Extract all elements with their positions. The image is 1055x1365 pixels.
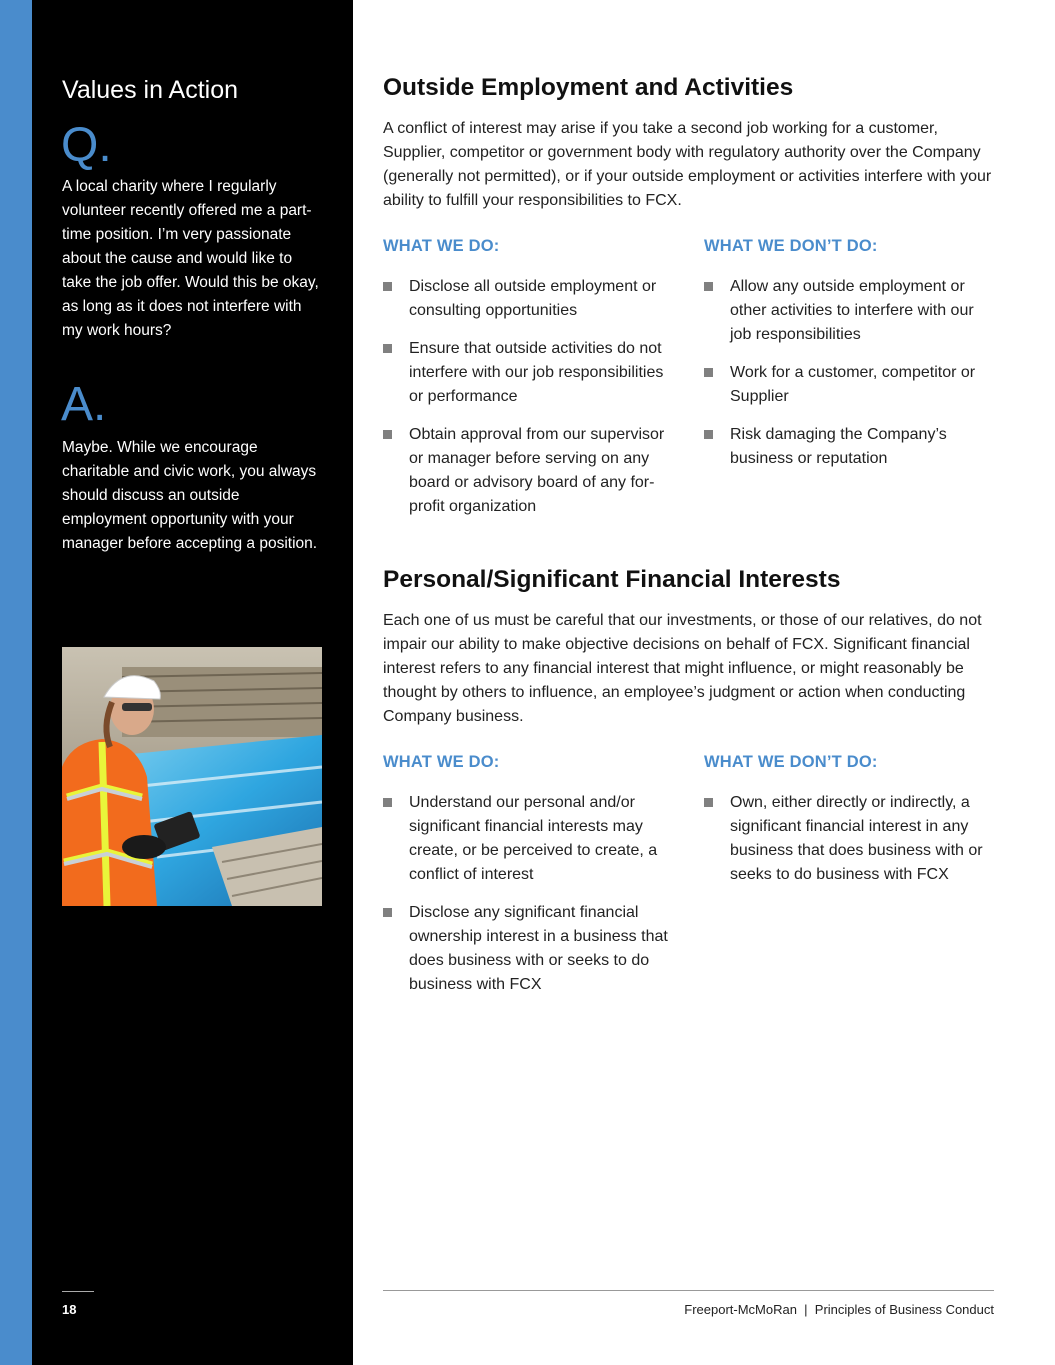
financial-interests-heading: Personal/Significant Financial Interests [383,566,841,593]
answer-text: Maybe. While we encourage charitable and civic work, you always should discuss an outside employment opportunity with your manager before accepting a position. [62,439,318,552]
what-we-dont-do-list [704,275,994,485]
bullet-square-icon [383,798,392,807]
what-we-dont-do-list [704,791,994,901]
bullet-square-icon [704,430,713,439]
outside-employment-intro: A conflict of interest may arise if you take a second job working for a customer, Supplier, competitor or government body with regulatory authority over the Company (generally not permitted), or if your outside employment or activities interfere with your ability to fulfill your responsibilities to FCX. [383,120,992,209]
bullet-square-icon [704,368,713,377]
what-we-do-heading: WHAT WE DO: [383,237,500,255]
bullet-square-icon [704,282,713,291]
what-we-do-list [383,791,673,1011]
sidebar-divider [62,1291,94,1292]
what-we-do-heading: WHAT WE DO: [383,753,500,771]
list-item: Understand our personal and/or significant financial interests may create, or be perceived to create, a conflict of interest [383,791,673,887]
list-item: Disclose any significant financial ownership interest in a business that does business with or seeks to do business with FCX [383,901,673,997]
bullet-square-icon [383,344,392,353]
question-text: A local charity where I regularly volunteer recently offered me a part-time position. I’m very passionate about the cause and would like to take the job offer. Would this be okay, as long as it does not interfere with my work hours? [62,178,319,339]
bullet-square-icon [383,430,392,439]
list-item: Disclose all outside employment or consulting opportunities [383,275,673,323]
bullet-square-icon [383,282,392,291]
list-item: Risk damaging the Company’s business or reputation [704,423,994,471]
what-we-do-list [383,275,673,533]
list-item: Obtain approval from our supervisor or manager before serving on any board or advisory board of any for-profit organization [383,423,673,519]
list-item: Ensure that outside activities do not interfere with our job responsibilities or performance [383,337,673,409]
sidebar-title: Values in Action [62,76,239,104]
page-number[interactable]: 18 [62,1302,77,1317]
what-we-dont-do-heading: WHAT WE DON’T DO: [704,237,878,255]
outside-employment-heading: Outside Employment and Activities [383,74,794,101]
values-in-action-sidebar [32,0,353,1365]
financial-interests-intro: Each one of us must be careful that our investments, or those of our relatives, do not impair our ability to make objective decisions on behalf of FCX. Significant financial interest refers to any financial interest that might influence, or might reasonably be thought by others to influence, an employee’s judgment or action when conducting Company business. [383,612,982,725]
blue-accent-strip [0,0,32,1365]
footer-title[interactable]: Freeport-McMoRan | Principles of Business Conduct [684,1302,994,1317]
list-item: Own, either directly or indirectly, a significant financial interest in any business that does business with or seeks to do business with FCX [704,791,994,887]
bullet-square-icon [704,798,713,807]
list-item: Work for a customer, competitor or Supplier [704,361,994,409]
list-item: Allow any outside employment or other activities to interfere with our job responsibilities [704,275,994,347]
worker-photo [62,647,322,906]
bullet-square-icon [383,908,392,917]
footer-divider [383,1290,994,1291]
answer-letter: A. [61,378,107,431]
what-we-dont-do-heading: WHAT WE DON’T DO: [704,753,878,771]
question-letter: Q. [61,119,112,172]
